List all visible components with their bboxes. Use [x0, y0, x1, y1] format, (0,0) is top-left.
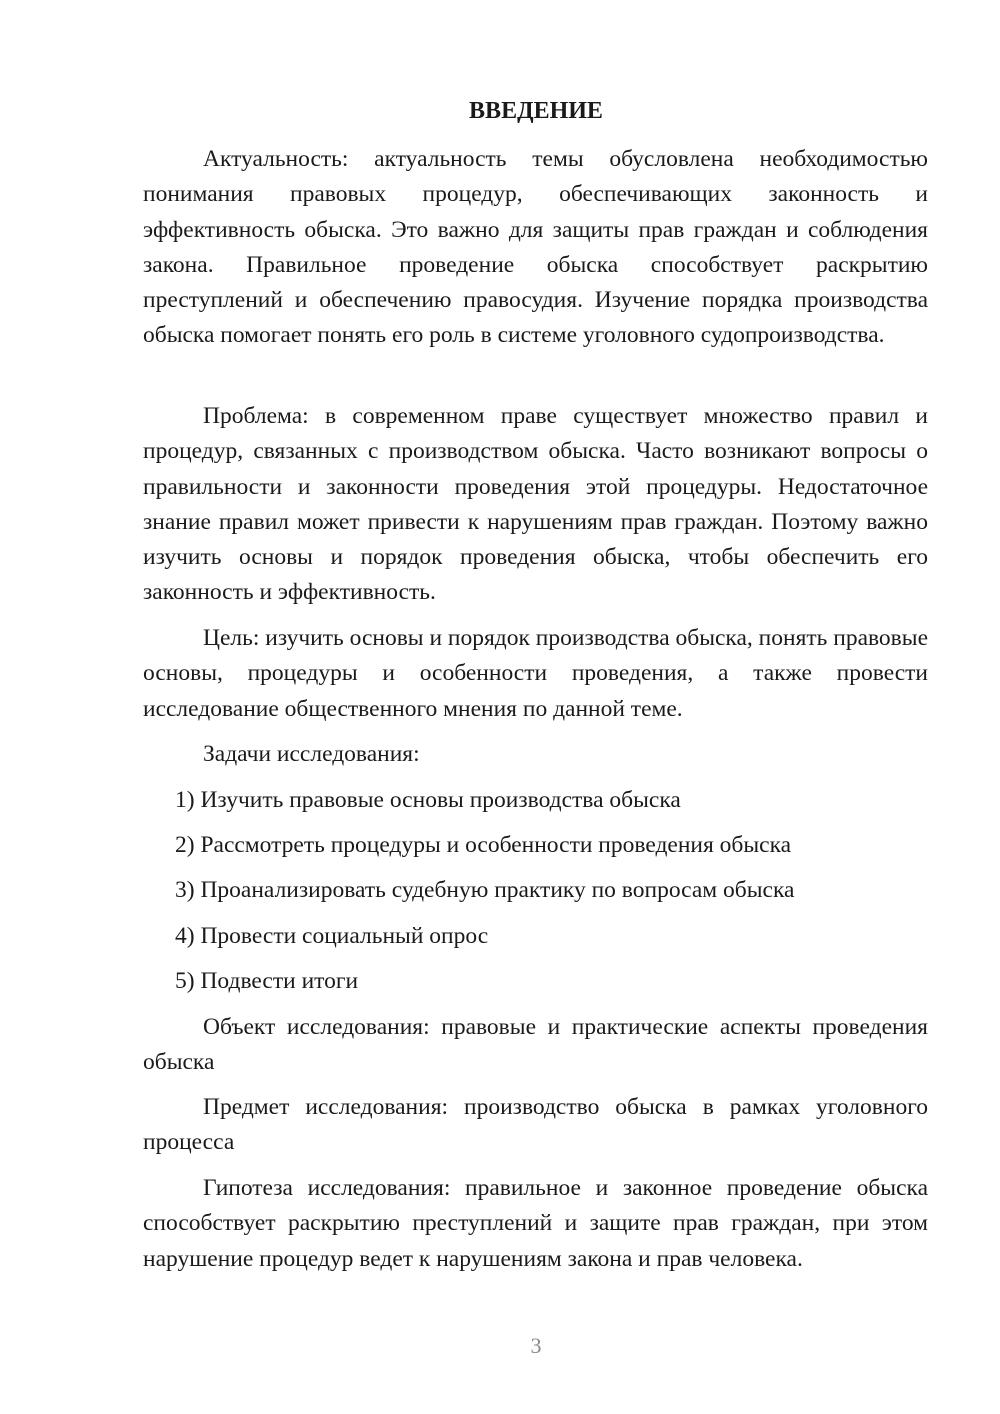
page-number: 3 [530, 1333, 542, 1358]
subject-paragraph: Предмет исследования: производство обыска в рамках уголовного процесса [143, 1094, 928, 1156]
task-item: 5) Подвести итоги [175, 968, 359, 994]
goal-paragraph: Цель: изучить основы и порядок производства обыска, понять правовые основы, процедуры и особенности проведения, а также провести исследование общественного мнения по данной теме. [143, 625, 929, 722]
relevance-paragraph: Актуальность: актуальность темы обусловлена необходимостью понимания правовых процедур, обеспечивающих законность и эффективность обыска. Это важно для защиты прав граждан и соблюдения закона. Правильное проведение обыска способствует раскрытию преступлений и обеспечению правосудия. Изучение порядка производства обыска помогает понять его роль в системе уголовного судопроизводства. [143, 146, 928, 349]
task-item: 2) Рассмотреть процедуры и особенности проведения обыска [175, 832, 792, 858]
task-item: 3) Проанализировать судебную практику по вопросам обыска [175, 877, 795, 903]
page-title: ВВЕДЕНИЕ [469, 98, 603, 124]
problem-paragraph: Проблема: в современном праве существует множество правил и процедур, связанных с производством обыска. Часто возникают вопросы о правильности и законности проведения этой процедуры. Недостаточное знание правил может привести к нарушениям прав граждан. Поэтому важно изучить основы и порядок проведения обыска, чтобы обеспечить его законность и эффективность. [143, 403, 928, 606]
tasks-heading: Задачи исследования: [203, 741, 420, 767]
hypothesis-paragraph: Гипотеза исследования: правильное и законное проведение обыска способствует раскрытию преступлений и защите прав граждан, при этом нарушение процедур ведет к нарушениям закона и прав человека. [143, 1175, 928, 1272]
task-item: 1) Изучить правовые основы производства обыска [175, 787, 681, 813]
task-item: 4) Провести социальный опрос [175, 923, 489, 949]
object-paragraph: Объект исследования: правовые и практические аспекты проведения обыска [143, 1014, 928, 1076]
